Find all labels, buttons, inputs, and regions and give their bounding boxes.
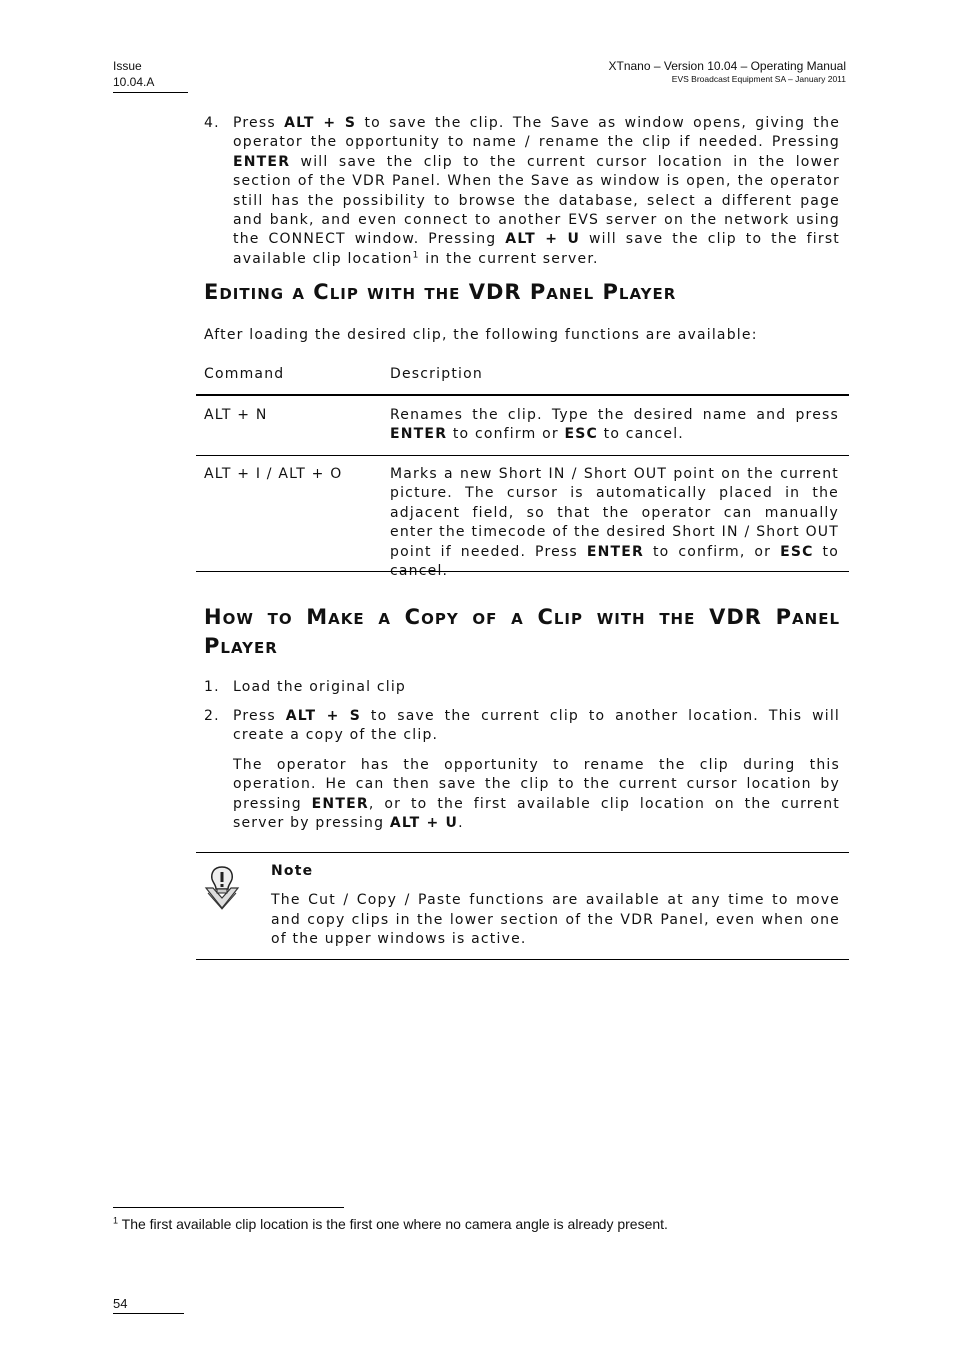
note-bottom-border	[196, 959, 849, 960]
note-text: The Cut / Copy / Paste functions are available at any time to move and copy clips in the lower section of the VDR Panel, even when one of the upper windows is active.	[271, 892, 840, 948]
table-row	[196, 465, 849, 581]
command-cell: ALT + N	[204, 407, 268, 423]
step-4	[204, 114, 840, 269]
page-number: 54	[113, 1296, 184, 1314]
issue-label: Issue	[113, 59, 142, 73]
key-enter: ENTER	[311, 795, 369, 812]
description-cell: Marks a new Short IN / Short OUT point on the current picture. The cursor is automatically placed in the adjacent field, so that the operator can manually enter the timecode of the desired Short IN / Short OUT point if needed. Press ENTER to confirm, or ESC to cancel.	[390, 466, 839, 580]
note-icon	[204, 864, 240, 910]
step-number: 4.	[204, 115, 220, 131]
column-header-description: Description	[390, 366, 483, 382]
section-heading-copy: How to Make a Copy of a Clip with the VDR Panel Player	[204, 605, 840, 658]
step-number: 2.	[204, 708, 220, 724]
note-top-border	[196, 852, 849, 853]
footnote-number: 1	[113, 1215, 119, 1226]
step-1	[204, 678, 840, 697]
section-heading-editing: Editing a Clip with the VDR Panel Player	[204, 280, 677, 304]
header-issue	[113, 58, 188, 93]
note-content	[271, 862, 840, 950]
footnote-separator	[113, 1207, 344, 1208]
document-title: XTnano – Version 10.04 – Operating Manual	[608, 59, 846, 73]
footnote	[113, 1216, 668, 1232]
footnote-text: The first available clip location is the first one where no camera angle is already present.	[118, 1216, 668, 1232]
step-2	[204, 707, 840, 833]
table-row-divider	[196, 455, 849, 456]
command-cell: ALT + I / ALT + O	[204, 466, 343, 482]
key-alt-u: ALT + U	[389, 815, 459, 832]
table-header-divider	[196, 394, 849, 396]
key-alt-s: ALT + S	[284, 115, 357, 131]
column-header-command: Command	[204, 366, 285, 382]
footnote-ref[interactable]: 1	[412, 250, 420, 261]
step-text: Load the original clip	[233, 679, 407, 695]
header-title-block	[609, 58, 847, 85]
note-icon	[204, 864, 240, 910]
table-header-row	[196, 365, 849, 384]
step-paragraph: The operator has the opportunity to rename the clip during this operation. He can then save the clip to the current cursor location by pressing ENTER, or to the first available clip location on the current server by pressing ALT + U.	[233, 756, 841, 832]
document-subtitle: EVS Broadcast Equipment SA – January 2011	[671, 74, 846, 84]
description-cell: Renames the clip. Type the desired name and press ENTER to confirm or ESC to cancel.	[390, 407, 839, 443]
table-bottom-divider	[196, 571, 849, 572]
key-alt-u: ALT + U	[505, 231, 581, 248]
step-text: Press ALT + S to save the current clip to another location. This will create a copy of the clip.	[233, 708, 840, 744]
key-alt-s: ALT + S	[285, 708, 362, 724]
key-enter: ENTER	[233, 153, 291, 170]
step-text: Press ALT + S to save the clip. The Save as window opens, giving the operator the opportunity to name / rename the clip if needed. Pressing ENTER will save the clip to the current cursor location in the lower section of the VDR Panel. When the Save as window is open, the operator still has the possibility to browse the database, select a different page and bank, and even connect to another EVS server on the network using the CONNECT window. Pressing ALT + U will save the clip to the first available clip location$^1$ in the current server.	[233, 115, 841, 267]
section-intro: After loading the desired clip, the following functions are available:	[204, 327, 758, 343]
note-title: Note	[271, 863, 314, 879]
table-row	[196, 406, 849, 445]
step-number: 1.	[204, 679, 220, 695]
issue-value: 10.04.A	[113, 75, 155, 89]
